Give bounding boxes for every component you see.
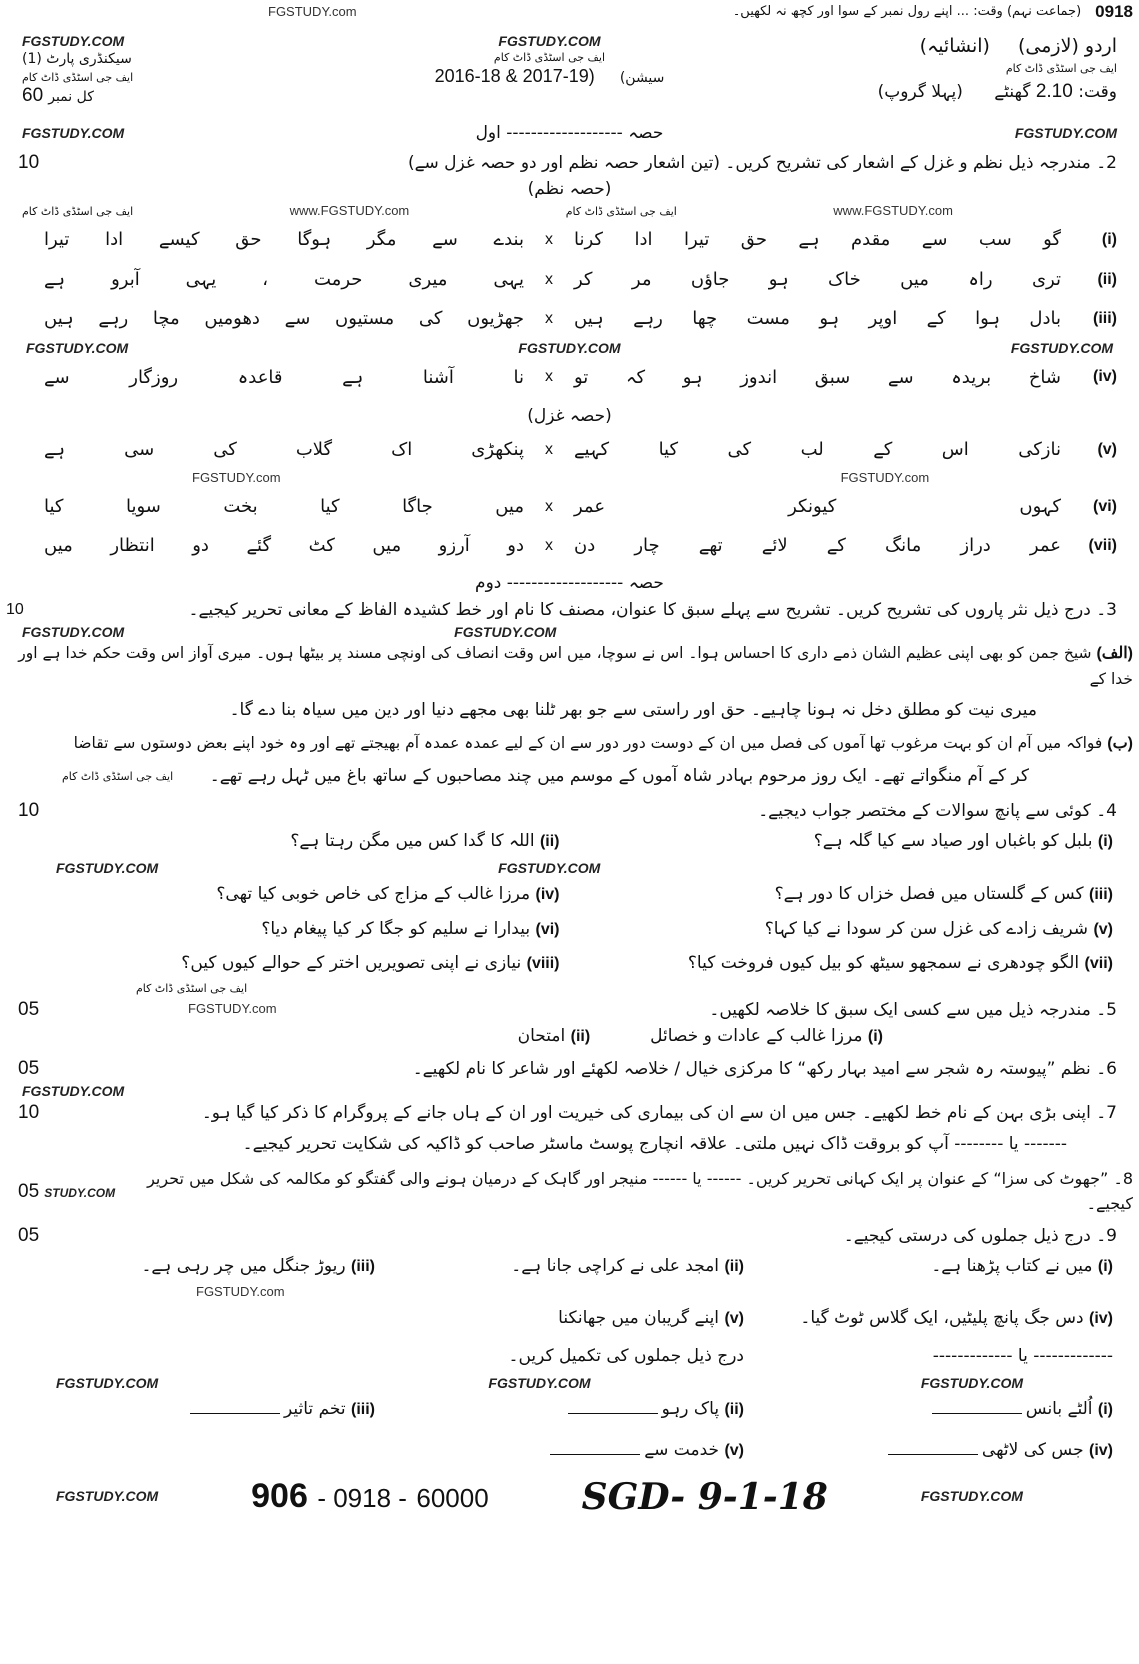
q3-question	[66, 597, 1133, 623]
q4-row	[6, 790, 1133, 824]
item-number: (v)	[1093, 920, 1113, 938]
verse-second-line: جھڑیوں کی مستیوں سے دھومیں مچا رہے ہیں	[44, 308, 524, 330]
item-text: پاک رہو	[661, 1398, 720, 1419]
item-text: میں نے کتاب پڑھنا ہے۔	[931, 1255, 1093, 1276]
item-number: (v)	[724, 1441, 744, 1459]
q4-item	[580, 881, 1114, 908]
q3-row	[6, 597, 1133, 623]
q2-question	[78, 150, 1133, 176]
q9-or-row	[6, 1335, 1133, 1373]
q9-marks: 05	[18, 1224, 40, 1246]
ghazal-heading-row	[6, 397, 1133, 429]
item-text: اپنے گریبان میں جھانکنا	[558, 1307, 720, 1328]
q4-item	[26, 916, 560, 943]
option-number: (i)	[867, 1027, 883, 1045]
q3-a-line1: شیخ جمن کو بھی اپنی عظیم الشان ذمے داری کا احساس ہوا۔ اس نے سوچا، میں اس وقت انصاف کی اونچی مسند پر بیٹھا ہوں۔ میری آواز اس وقت حکم خدا ہے اور خدا کے	[18, 644, 1133, 689]
item-text: مرزا غالب کے مزاج کی خاص خوبی کیا تھی؟	[216, 883, 531, 904]
q7-marks: 10	[18, 1102, 40, 1124]
answer-blank	[550, 1453, 640, 1455]
watermark-urdu: ایف جی اسٹڈی ڈاٹ کام	[62, 769, 174, 783]
paper-code-top: 0918	[1095, 2, 1133, 21]
answer-blank	[568, 1412, 658, 1414]
item-number: (iii)	[351, 1400, 375, 1418]
verse-vi	[6, 487, 1133, 527]
completion-item	[26, 1396, 375, 1423]
q9-or-line: ------------- یا -------------	[932, 1346, 1113, 1367]
verse-v	[6, 430, 1133, 470]
empty-cell	[26, 1437, 375, 1464]
answer-blank	[932, 1412, 1022, 1414]
verse-separator: x	[545, 440, 553, 458]
correction-row	[6, 1301, 1133, 1336]
q3-passage-a	[6, 641, 1133, 691]
handwritten-note: SGD- 9-1-18	[581, 1475, 828, 1518]
header-right	[817, 32, 1117, 106]
q5-option	[650, 1023, 883, 1050]
q7-row	[6, 1100, 1133, 1126]
q8-marks-group	[6, 1181, 115, 1203]
watermark: FGSTUDY.COM	[498, 859, 601, 876]
session-value: 2016-18 & 2017-19)	[434, 65, 595, 86]
correction-item	[395, 1253, 744, 1280]
section-1-header	[6, 108, 1133, 146]
q2-text: مندرجہ ذیل نظم و غزل کے اشعار کی تشریح کریں۔ (تین اشعار حصہ نظم اور دو حصہ غزل سے)	[407, 153, 1091, 174]
verse-second-line: میں جاگا کیا بخت سویا کیا	[44, 495, 524, 517]
watermark-urdu: ایف جی اسٹڈی ڈاٹ کام	[22, 70, 134, 84]
verse-i	[6, 220, 1133, 260]
completion-item	[395, 1396, 744, 1423]
verse-number: (vi)	[1093, 497, 1117, 515]
paper-code-c: 60000	[416, 1483, 489, 1514]
verse-second-line: بندے سے مگر ہوگا حق کیسے ادا تیرا	[44, 228, 524, 250]
q5-row	[6, 997, 1133, 1023]
q8-row	[6, 1157, 1133, 1217]
watermark: FGSTUDY.com	[840, 469, 930, 485]
watermark: FGSTUDY.COM	[454, 624, 557, 641]
item-text: اللہ کا گدا کس میں مگن رہتا ہے؟	[290, 830, 535, 851]
item-number: (vi)	[535, 920, 560, 938]
q4-marks: 10	[18, 799, 40, 821]
time-group	[878, 77, 1117, 106]
watermark-urdu: ایف جی اسٹڈی ڈاٹ کام	[22, 204, 134, 218]
correction-row	[6, 1249, 1133, 1284]
completion-row	[6, 1392, 1133, 1427]
watermark-row	[6, 470, 1133, 487]
q4-item	[580, 828, 1114, 855]
q4-item	[580, 916, 1114, 943]
total-marks	[22, 85, 94, 108]
q7-text: اپنی بڑی بہن کے نام خط لکھیے۔ جس میں ان سے ان کی بیماری کی خیریت اور ان کے ہاں جانے کے پروگرام کا ذکر کیا گیا ہو۔	[201, 1103, 1091, 1124]
verse-second-line: دو آرزو میں کٹ گئے دو انتظار میں	[44, 535, 524, 557]
q4-number: 4۔	[1096, 800, 1117, 821]
item-text: دس جگ پانچ پلیٹیں، ایک گلاس ٹوٹ گیا۔	[800, 1307, 1084, 1328]
verse-number: (i)	[1101, 230, 1117, 248]
header-instruction: (جماعت نہم) وقت: ... اپنے رول نمبر کے سوا اور کچھ نہ لکھیں۔	[732, 3, 1082, 19]
watermark: FGSTUDY.COM	[488, 1374, 591, 1391]
item-text: ریوڑ جنگل میں چر رہی ہے۔	[141, 1255, 346, 1276]
paper-code-a: 906	[251, 1477, 308, 1516]
nazm-heading-row	[6, 176, 1133, 202]
q4-text: کوئی سے پانچ سوالات کے مختصر جواب دیجیے۔	[758, 800, 1091, 821]
item-number: (iv)	[1089, 1309, 1113, 1327]
subject	[920, 32, 1117, 61]
time-value: 2.10	[1035, 80, 1073, 102]
correction-item	[764, 1253, 1113, 1280]
item-text: جس کی لاٹھی	[981, 1439, 1084, 1460]
q9-question	[78, 1223, 1133, 1249]
item-number: (ii)	[724, 1257, 744, 1275]
q6-text: نظم ”پیوستہ رہ شجر سے امید بہار رکھ“ کا مرکزی خیال / خلاصہ لکھئے اور شاعر کا نام لکھیے۔	[412, 1058, 1091, 1079]
q9-number: 9۔	[1096, 1225, 1117, 1246]
verse-number: (iv)	[1093, 368, 1117, 386]
subject-name: اردو (لازمی)	[1018, 35, 1117, 57]
footer	[6, 1468, 1133, 1518]
item-text: نیازی نے اپنی تصویریں اختر کے حوالے کیوں کیں؟	[181, 953, 522, 974]
q4-item	[26, 828, 560, 855]
q8-marks: 05	[18, 1180, 40, 1202]
q8-question	[115, 1167, 1133, 1217]
paper-code	[251, 1477, 489, 1516]
completion-row	[6, 1427, 1133, 1468]
empty-cell	[26, 1305, 375, 1332]
item-number: (iii)	[351, 1257, 375, 1275]
time-label: وقت:	[1078, 81, 1117, 102]
q5-option	[518, 1023, 591, 1050]
q4-items-row	[6, 912, 1133, 947]
watermark: www.FGSTUDY.com	[289, 202, 410, 218]
verse-first-line: شاخ بریدہ سے سبق اندوز ہو کہ تو	[574, 366, 1061, 388]
q6-row	[6, 1050, 1133, 1082]
item-number: (v)	[724, 1309, 744, 1327]
verse-separator: x	[545, 497, 553, 515]
q9-row	[6, 1217, 1133, 1249]
q5-text: مندرجہ ذیل میں سے کسی ایک سبق کا خلاصہ لکھیں۔	[709, 999, 1091, 1020]
part-label: سیکنڈری پارٹ (1)	[22, 51, 132, 68]
verse-first-line: کہوں کیونکر عمر	[574, 495, 1061, 517]
correction-item	[26, 1253, 375, 1280]
watermark: FGSTUDY.COM	[22, 33, 125, 49]
watermark: FGSTUDY.COM	[22, 124, 125, 141]
q3-number: 3۔	[1096, 599, 1117, 620]
verse-separator: x	[545, 537, 553, 555]
header-top-line	[6, 0, 1133, 22]
q2-row	[6, 146, 1133, 176]
watermark-urdu: ایف جی اسٹڈی ڈاٹ کام	[565, 204, 677, 218]
item-text: خدمت سے	[644, 1439, 720, 1460]
q3-b-line2-row	[6, 757, 1133, 789]
completion-item	[764, 1396, 1113, 1423]
section-1-title: حصہ ------------------- اول	[475, 122, 664, 143]
q5-question	[277, 997, 1133, 1023]
group: (پہلا گروپ)	[877, 81, 963, 102]
q6-question	[78, 1056, 1133, 1082]
verse-vii	[6, 526, 1133, 566]
watermark: FGSTUDY.com	[192, 469, 281, 485]
item-text: الگو چودھری نے سمجھو سیٹھ کو بیل کیوں فروخت کیا؟	[687, 953, 1080, 974]
item-number: (iv)	[1089, 1441, 1113, 1459]
session-label: (سیشن	[619, 69, 665, 86]
correction-item	[764, 1305, 1113, 1332]
watermark-urdu: ایف جی اسٹڈی ڈاٹ کام	[1005, 62, 1117, 76]
watermark: FGSTUDY.COM	[22, 1083, 125, 1100]
verse-first-line: بادل ہوا کے اوپر ہو مست چھا رہے ہیں	[574, 308, 1061, 330]
item-text: تخم تاثیر	[284, 1398, 346, 1419]
item-text: شریف زادے کی غزل سن کر سودا نے کیا کہا؟	[764, 918, 1089, 939]
q6-marks: 05	[18, 1057, 40, 1079]
option-number: (ii)	[570, 1027, 591, 1045]
item-number: (i)	[1097, 832, 1113, 850]
watermark-row	[6, 1374, 1133, 1392]
verse-separator: x	[545, 230, 553, 248]
time-unit: گھنٹے	[994, 81, 1031, 102]
item-text: امجد علی نے کراچی جانا ہے۔	[511, 1255, 720, 1276]
q4-items-row	[6, 824, 1133, 859]
completion-item	[395, 1437, 744, 1464]
answer-blank	[888, 1453, 978, 1455]
watermark: FGSTUDY.COM	[518, 340, 621, 357]
item-number: (i)	[1097, 1400, 1113, 1418]
completion-item	[764, 1437, 1113, 1464]
ghazal-heading: (حصہ غزل)	[527, 406, 612, 427]
total-marks-value: 60	[22, 85, 44, 107]
verse-first-line: تری راہ میں خاک ہو جاؤں مر کر	[574, 268, 1061, 290]
watermark: FGSTUDY.COM	[56, 1488, 159, 1505]
header-left	[22, 32, 282, 108]
item-number: (iii)	[1089, 885, 1113, 903]
section-2-header	[6, 566, 1133, 596]
watermark-row	[6, 203, 1133, 220]
q8-text: ”جھوٹ کی سزا“ کے عنوان پر ایک کہانی تحریر کریں۔ ------ یا ------ منیجر اور گاہک کے درمیان ہونے والی گفتگو کو مکالمہ کی شکل میں تحریر کیجیے۔	[147, 1168, 1133, 1213]
q3-a-line2: میری نیت کو مطلق دخل نہ ہونا چاہیے۔ حق اور راستی سے جو بھر ٹلنا بھی مجھے دنیا اور دین میں سیاہ بنا دے گا۔	[229, 700, 1037, 721]
item-number: (ii)	[539, 832, 560, 850]
item-text: بلبل کو باغباں اور صیاد سے کیا گلہ ہے؟	[813, 830, 1093, 851]
verse-second-line: نا آشنا ہے قاعدہ روزگار سے	[44, 366, 524, 388]
item-number: (viii)	[526, 955, 560, 973]
watermark-row	[6, 1284, 1133, 1301]
watermark: FGSTUDY.COM	[26, 340, 129, 357]
verse-number: (ii)	[1097, 270, 1117, 288]
q3-b-line1: فواکہ میں آم ان کو بہت مرغوب تھا آموں کی فصل میں ان کے دوست دور دور سے ان کے لیے عمدہ عمدہ آم بھیجتے تھے اور وہ خود اپنے بعض دوستوں سے تقاضا	[73, 734, 1103, 753]
verse-number: (iii)	[1093, 310, 1117, 328]
q4-items-row	[6, 946, 1133, 981]
watermark: FGSTUDY.COM	[22, 624, 125, 641]
watermark-urdu: ایف جی اسٹڈی ڈاٹ کام	[493, 51, 606, 65]
verse-iv	[6, 358, 1133, 398]
q6-number: 6۔	[1096, 1058, 1117, 1079]
item-text: بیدارا نے سلیم کو جگا کر کیا پیغام دیا؟	[261, 918, 531, 939]
watermark: FGSTUDY.COM	[920, 1488, 1023, 1505]
item-number: (vii)	[1084, 955, 1113, 973]
q4-question	[78, 798, 1133, 824]
correction-item	[395, 1305, 744, 1332]
option-text: امتحان	[517, 1025, 566, 1046]
q3-b-label: (ب)	[1107, 735, 1133, 753]
verse-first-line: گو سب سے مقدم ہے حق تیرا ادا کرنا	[574, 228, 1061, 250]
q7-or-text: ------- یا -------- آپ کو بروقت ڈاک نہیں ملتی۔ علاقہ انچارج پوسٹ ماسٹر صاحب کو ڈاکیہ کی شکایت تحریر کیجیے۔	[242, 1133, 1067, 1154]
watermark-row	[6, 339, 1133, 357]
session	[435, 66, 665, 89]
q4-item	[26, 950, 560, 977]
watermark-row	[6, 981, 1133, 996]
item-number: (i)	[1097, 1257, 1113, 1275]
item-number: (iv)	[535, 885, 560, 903]
watermark-row	[6, 623, 1133, 641]
verse-separator: x	[545, 270, 553, 288]
watermark: FGSTUDY.COM	[1014, 124, 1117, 141]
verse-separator: x	[545, 310, 553, 328]
q7-number: 7۔	[1096, 1103, 1117, 1124]
item-number: (ii)	[724, 1400, 744, 1418]
watermark: FGSTUDY.COM	[920, 1374, 1023, 1391]
q9-text: درج ذیل جملوں کی درستی کیجیے۔	[843, 1225, 1091, 1246]
item-text: اُلٹے بانس	[1025, 1398, 1093, 1419]
q5-options-row	[6, 1023, 1133, 1050]
q3-marks: 10	[6, 600, 24, 618]
verse-separator: x	[545, 368, 553, 386]
item-text: کس کے گلستاں میں فصل خزاں کا دور ہے؟	[774, 883, 1084, 904]
verse-second-line: یہی میری حرمت ، یہی آبرو ہے	[44, 268, 524, 290]
q2-marks: 10	[18, 152, 40, 174]
q8-number: 8۔	[1113, 1168, 1133, 1188]
nazm-heading: (حصہ نظم)	[527, 179, 612, 200]
watermark: FGSTUDY.COM	[498, 33, 601, 49]
watermark: www.FGSTUDY.com	[833, 202, 953, 218]
watermark: FGSTUDY.com	[196, 1283, 285, 1299]
watermark: STUDY.COM	[44, 1185, 116, 1200]
section-2-title: حصہ ------------------- دوم	[475, 573, 664, 594]
q7-question	[78, 1100, 1133, 1126]
q9-complete-heading: درج ذیل جملوں کی تکمیل کریں۔	[508, 1346, 744, 1367]
watermark: FGSTUDY.com	[188, 1001, 277, 1017]
total-marks-label: کل نمبر	[48, 89, 94, 106]
verse-number: (vii)	[1088, 537, 1117, 555]
verse-first-line: عمر دراز مانگ کے لائے تھے چار دن	[574, 535, 1061, 557]
verse-second-line: پنکھڑی اک گلاب کی سی ہے	[44, 438, 524, 460]
verse-ii	[6, 260, 1133, 300]
watermark: FGSTUDY.COM	[56, 859, 159, 876]
watermark-row	[6, 859, 1133, 877]
q2-number: 2۔	[1096, 153, 1117, 174]
q5-marks: 05	[18, 998, 40, 1020]
watermark: FGSTUDY.COM	[56, 1374, 159, 1391]
paper-type: (انشائیہ)	[919, 35, 990, 57]
q4-item	[26, 881, 560, 908]
watermark: FGSTUDY.COM	[1010, 340, 1113, 357]
verse-first-line: نازکی اس کے لب کی کیا کہیے	[574, 438, 1061, 460]
q4-items-row	[6, 877, 1133, 912]
q5-number: 5۔	[1096, 999, 1117, 1020]
option-text: مرزا غالب کے عادات و خصائل	[650, 1025, 863, 1046]
q3-passage-b	[6, 723, 1133, 757]
q3-a-label: (الف)	[1096, 645, 1133, 663]
verse-iii	[6, 299, 1133, 339]
q3-text: درج ذیل نثر پاروں کی تشریح کریں۔ تشریح سے پہلے سبق کا عنوان، مصنف کا نام اور خط کشیدہ الفاظ کے معانی تحریر کیجیے۔	[188, 599, 1091, 620]
watermark-row	[6, 1082, 1133, 1100]
watermark: FGSTUDY.com	[268, 3, 357, 19]
watermark-urdu: ایف جی اسٹڈی ڈاٹ کام	[136, 982, 248, 996]
verse-number: (v)	[1097, 440, 1117, 458]
paper-code-b: - 0918 -	[317, 1483, 407, 1514]
header-block	[6, 22, 1133, 108]
q4-item	[580, 950, 1114, 977]
answer-blank	[190, 1412, 280, 1414]
header-center	[435, 32, 665, 88]
q3-b-line2: کر کے آم منگواتے تھے۔ ایک روز مرحوم بہادر شاہ آموں کے موسم میں چند مصاحبوں کے ساتھ باغ میں ٹہل رہے تھے۔	[209, 766, 1029, 787]
empty-cell	[26, 1343, 375, 1369]
